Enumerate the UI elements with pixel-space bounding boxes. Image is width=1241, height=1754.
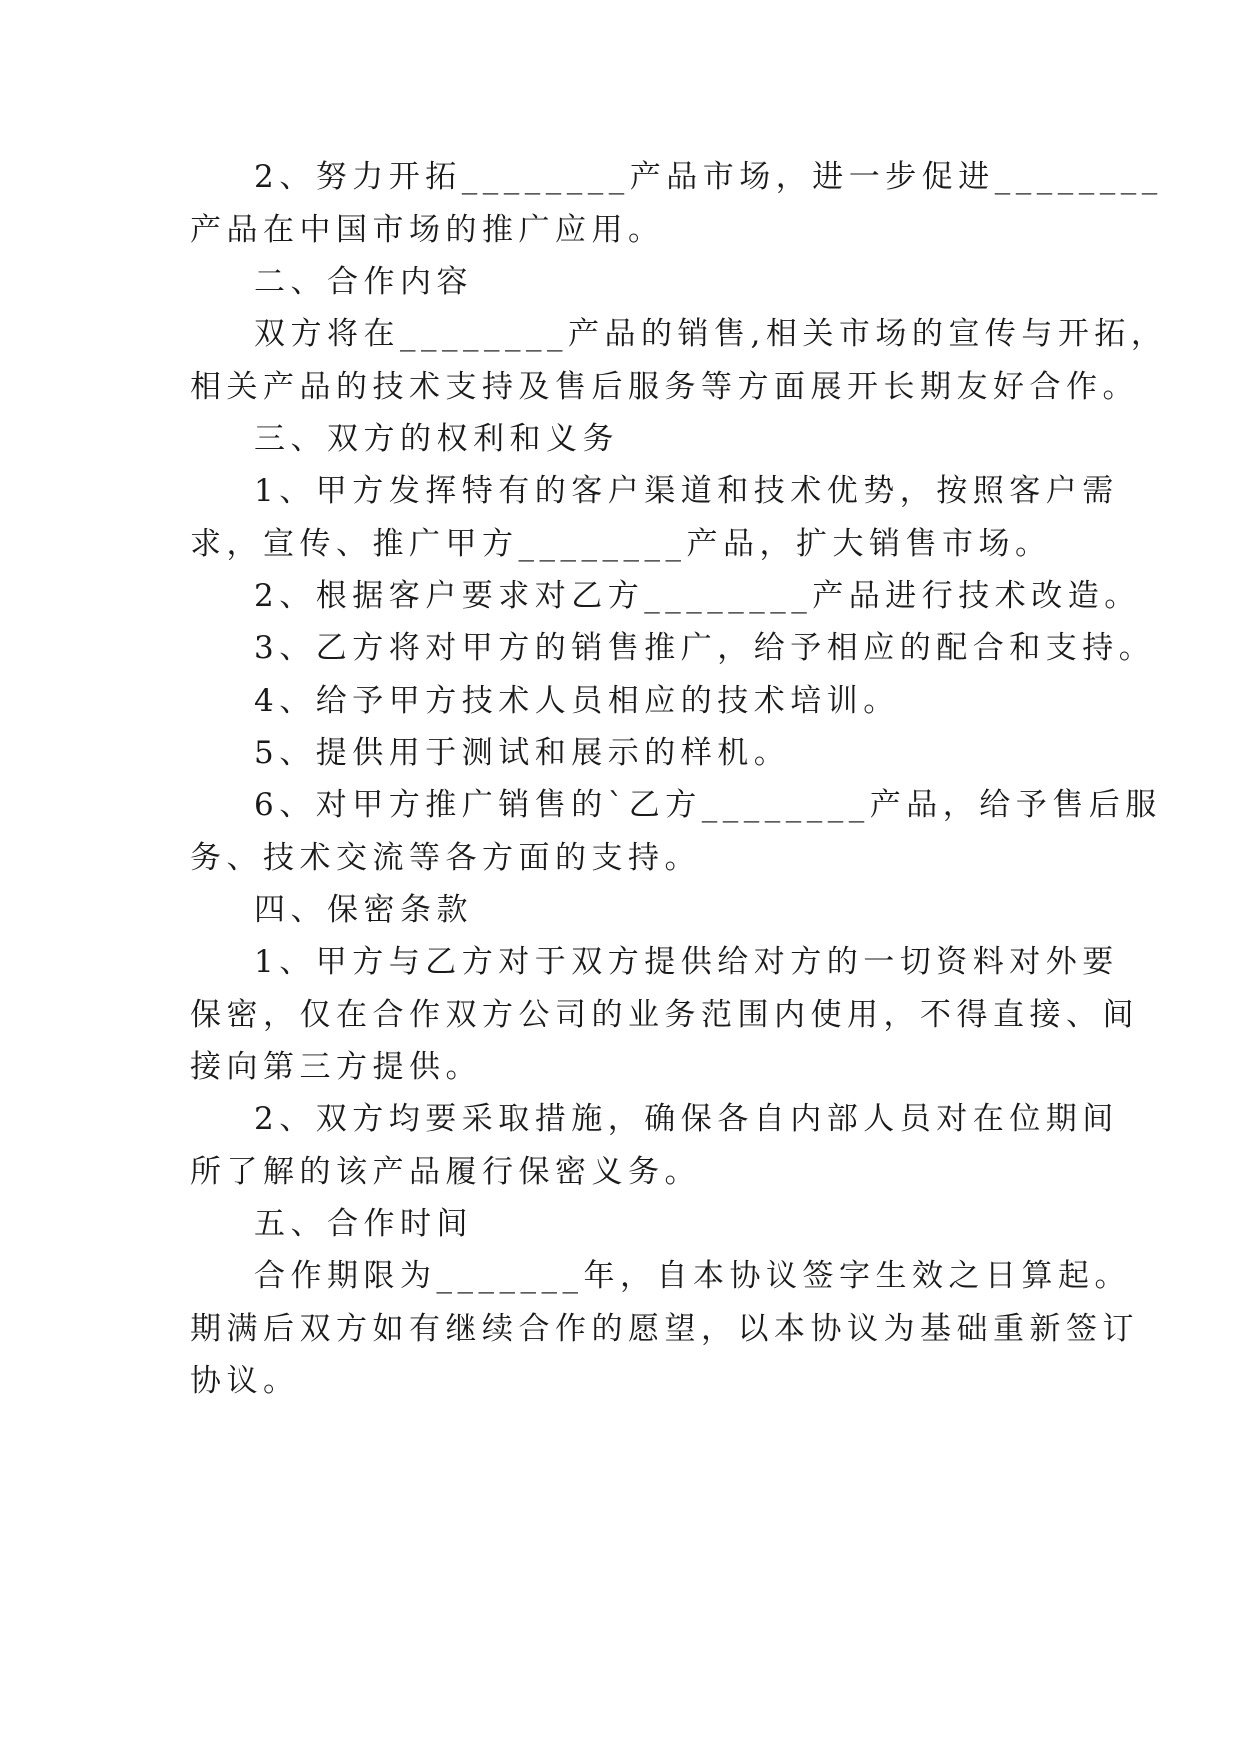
section-heading-confidentiality: 四、保密条款 <box>254 892 473 928</box>
confidentiality-clause-2-line-2: 所了解的该产品履行保密义务。 <box>190 1154 701 1190</box>
rights-clause-3: 3、乙方将对甲方的销售推广，给予相应的配合和支持。 <box>254 630 1156 666</box>
confidentiality-clause-1-line-2: 保密，仅在合作双方公司的业务范围内使用，不得直接、间 <box>190 997 1139 1033</box>
confidentiality-clause-1-line-1: 1、甲方与乙方对于双方提供给对方的一切资料对外要 <box>254 944 1119 980</box>
cooperation-period-line-3: 协议。 <box>190 1363 300 1399</box>
rights-clause-4: 4、给予甲方技术人员相应的技术培训。 <box>254 683 900 719</box>
cooperation-content-line-1: 双方将在________产品的销售,相关市场的宣传与开拓， <box>254 316 1168 352</box>
cooperation-period-line-1: 合作期限为_______年，自本协议签字生效之日算起。 <box>254 1258 1131 1294</box>
rights-clause-5: 5、提供用于测试和展示的样机。 <box>254 735 791 771</box>
cooperation-content-line-2: 相关产品的技术支持及售后服务等方面展开长期友好合作。 <box>190 369 1139 405</box>
section-heading-cooperation-content: 二、合作内容 <box>254 264 473 300</box>
clause-1-2-line-2: 产品在中国市场的推广应用。 <box>190 212 665 248</box>
confidentiality-clause-1-line-3: 接向第三方提供。 <box>190 1049 482 1085</box>
rights-clause-1-line-2: 求，宣传、推广甲方________产品，扩大销售市场。 <box>190 526 1052 562</box>
cooperation-period-line-2: 期满后双方如有继续合作的愿望，以本协议为基础重新签订 <box>190 1311 1139 1347</box>
rights-clause-2: 2、根据客户要求对乙方________产品进行技术改造。 <box>254 578 1141 614</box>
section-heading-cooperation-period: 五、合作时间 <box>254 1206 473 1242</box>
clause-1-2-line-1: 2、努力开拓________产品市场，进一步促进________ <box>254 159 1163 195</box>
rights-clause-6-line-1: 6、对甲方推广销售的`乙方________产品，给予售后服 <box>254 787 1162 823</box>
rights-clause-1-line-1: 1、甲方发挥特有的客户渠道和技术优势，按照客户需 <box>254 473 1119 509</box>
confidentiality-clause-2-line-1: 2、双方均要采取措施，确保各自内部人员对在位期间 <box>254 1101 1119 1137</box>
section-heading-rights-obligations: 三、双方的权利和义务 <box>254 421 619 457</box>
rights-clause-6-line-2: 务、技术交流等各方面的支持。 <box>190 840 701 876</box>
